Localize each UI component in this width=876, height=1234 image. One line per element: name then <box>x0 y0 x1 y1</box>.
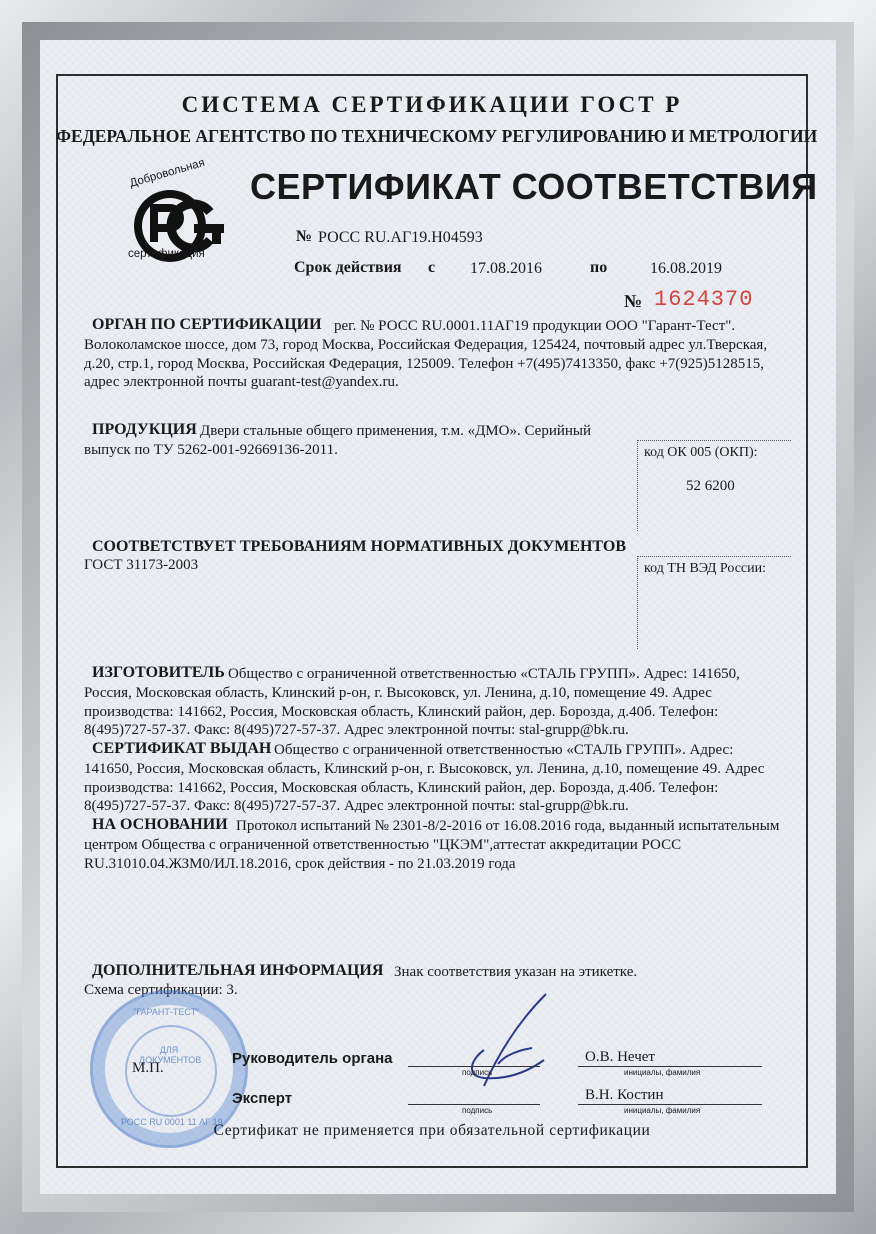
validity-to-label: по <box>590 259 608 276</box>
manufacturer-line: Россия, Московская область, Клинский р-он, г. Высоковск, ул. Ленина, д.10, помещение 49. Адрес <box>84 685 712 701</box>
tnved-label: код ТН ВЭД России: <box>644 561 767 576</box>
expert-name-caption: инициалы, фамилия <box>624 1106 701 1115</box>
system-title: СИСТЕМА СЕРТИФИКАЦИИ ГОСТ Р <box>181 92 683 117</box>
expert-label: Эксперт <box>232 1090 293 1107</box>
basis-line: центром Общества с ограниченной ответственностью "ЦКЭМ",аттестат аккредитации РОСС <box>84 837 682 853</box>
head-name-line <box>578 1066 762 1067</box>
product-label: ПРОДУКЦИЯ <box>92 421 197 438</box>
head-signature-caption: подпись <box>462 1068 493 1077</box>
expert-signature-caption: подпись <box>462 1106 493 1115</box>
manufacturer-label: ИЗГОТОВИТЕЛЬ <box>92 664 225 681</box>
validity-to-date: 16.08.2019 <box>650 260 722 277</box>
expert-name: В.Н. Костин <box>585 1087 664 1103</box>
basis-line: RU.31010.04.ЖЗМ0/ИЛ.18.2016, срок действия - по 21.03.2019 года <box>84 856 516 872</box>
head-name-caption: инициалы, фамилия <box>624 1068 701 1077</box>
certification-body-line: адрес электронной почты guarant-test@yandex.ru. <box>84 374 399 390</box>
validity-label: Срок действия <box>294 259 402 276</box>
stamp-ring-text: "ГАРАНТ-ТЕСТ" <box>133 1007 200 1017</box>
agency-title: ФЕДЕРАЛЬНОЕ АГЕНТСТВО ПО ТЕХНИЧЕСКОМУ РЕГУЛИРОВАНИЮ И МЕТРОЛОГИИ <box>56 126 818 146</box>
issued-to-label: СЕРТИФИКАТ ВЫДАН <box>92 740 272 757</box>
signature-icon <box>440 990 570 1100</box>
okp-code: 52 6200 <box>686 478 735 494</box>
head-signature-line <box>408 1066 540 1067</box>
additional-info-text: Знак соответствия указан на этикетке. <box>394 964 638 980</box>
expert-signature-line <box>408 1104 540 1105</box>
stamp-bottom-text: РОСС RU 0001 11 АГ 19 <box>121 1117 223 1127</box>
certification-body-line: д.20, стр.1, город Москва, Российская Федерация, 125009. Телефон +7(495)7413350, факс +7(925)5128515, <box>84 356 764 372</box>
conformity-standard: ГОСТ 31173-2003 <box>84 557 199 573</box>
logo-bottom-text: сертификация <box>128 248 205 260</box>
certification-body-label: ОРГАН ПО СЕРТИФИКАЦИИ <box>92 316 322 333</box>
basis-line: Протокол испытаний № 2301-8/2-2016 от 16.08.2016 года, выданный испытательным <box>236 818 780 834</box>
manufacturer-line: Общество с ограниченной ответственностью «СТАЛЬ ГРУПП». Адрес: 141650, <box>228 666 740 682</box>
stamp-center-text: ДЛЯ ДОКУМЕНТОВ <box>139 1045 202 1065</box>
footer-note: Сертификат не применяется при обязательной сертификации <box>213 1122 651 1139</box>
certification-scheme: Схема сертификации: 3. <box>84 982 238 998</box>
validity-from-label: с <box>428 259 436 276</box>
validity-from-date: 17.08.2016 <box>470 260 542 277</box>
conformity-label: СООТВЕТСТВУЕТ ТРЕБОВАНИЯМ НОРМАТИВНЫХ ДОКУМЕНТОВ <box>92 538 626 555</box>
certification-body-line: Волоколамское шоссе, дом 73, город Москва, Российская Федерация, 125424, почтовый адрес ул.Тверская, <box>84 337 768 353</box>
issued-to-line: Общество с ограниченной ответственностью «СТАЛЬ ГРУПП». Адрес: <box>274 742 734 758</box>
okp-label: код ОК 005 (ОКП): <box>644 445 758 460</box>
certificate-title: СЕРТИФИКАТ СООТВЕТСТВИЯ <box>250 166 818 207</box>
additional-info-label: ДОПОЛНИТЕЛЬНАЯ ИНФОРМАЦИЯ <box>92 962 384 979</box>
expert-name-line <box>578 1104 762 1105</box>
form-number-label: № <box>624 291 643 311</box>
manufacturer-line: 8(495)727-57-37. Факс: 8(495)727-57-37. Адрес электронной почты: stal-grupp@bk.ru. <box>84 722 629 738</box>
head-name: О.В. Нечет <box>585 1049 655 1065</box>
issued-to-line: 141650, Россия, Московская область, Клинский р-он, г. Высоковск, ул. Ленина, д.10, помещение 49. Адрес <box>84 761 765 777</box>
manufacturer-line: производства: 141662, Россия, Московская область, Клинский район, дер. Борозда, д.40б. Телефон: <box>84 704 719 720</box>
issued-to-line: 8(495)727-57-37. Факс: 8(495)727-57-37. Адрес электронной почты: stal-grupp@bk.ru. <box>84 798 629 814</box>
product-line: выпуск по ТУ 5262-001-92669136-2011. <box>84 442 338 458</box>
issued-to-line: производства: 141662, Россия, Московская область, Клинский район, дер. Борозда, д.40б. Телефон: <box>84 780 719 796</box>
head-label: Руководитель органа <box>232 1050 393 1067</box>
logo-top-text: Добровольная <box>128 156 207 190</box>
number-label: № <box>296 228 313 245</box>
form-number: 1624370 <box>654 287 754 312</box>
product-line: Двери стальные общего применения, т.м. «ДМО». Серийный <box>200 423 592 439</box>
certificate-number: РОСС RU.АГ19.Н04593 <box>318 229 483 246</box>
stamp-place-label: М.П. <box>132 1060 164 1076</box>
certification-body-line: рег. № РОСС RU.0001.11АГ19 продукции ООО "Гарант-Тест". <box>334 318 736 334</box>
basis-label: НА ОСНОВАНИИ <box>92 816 228 833</box>
